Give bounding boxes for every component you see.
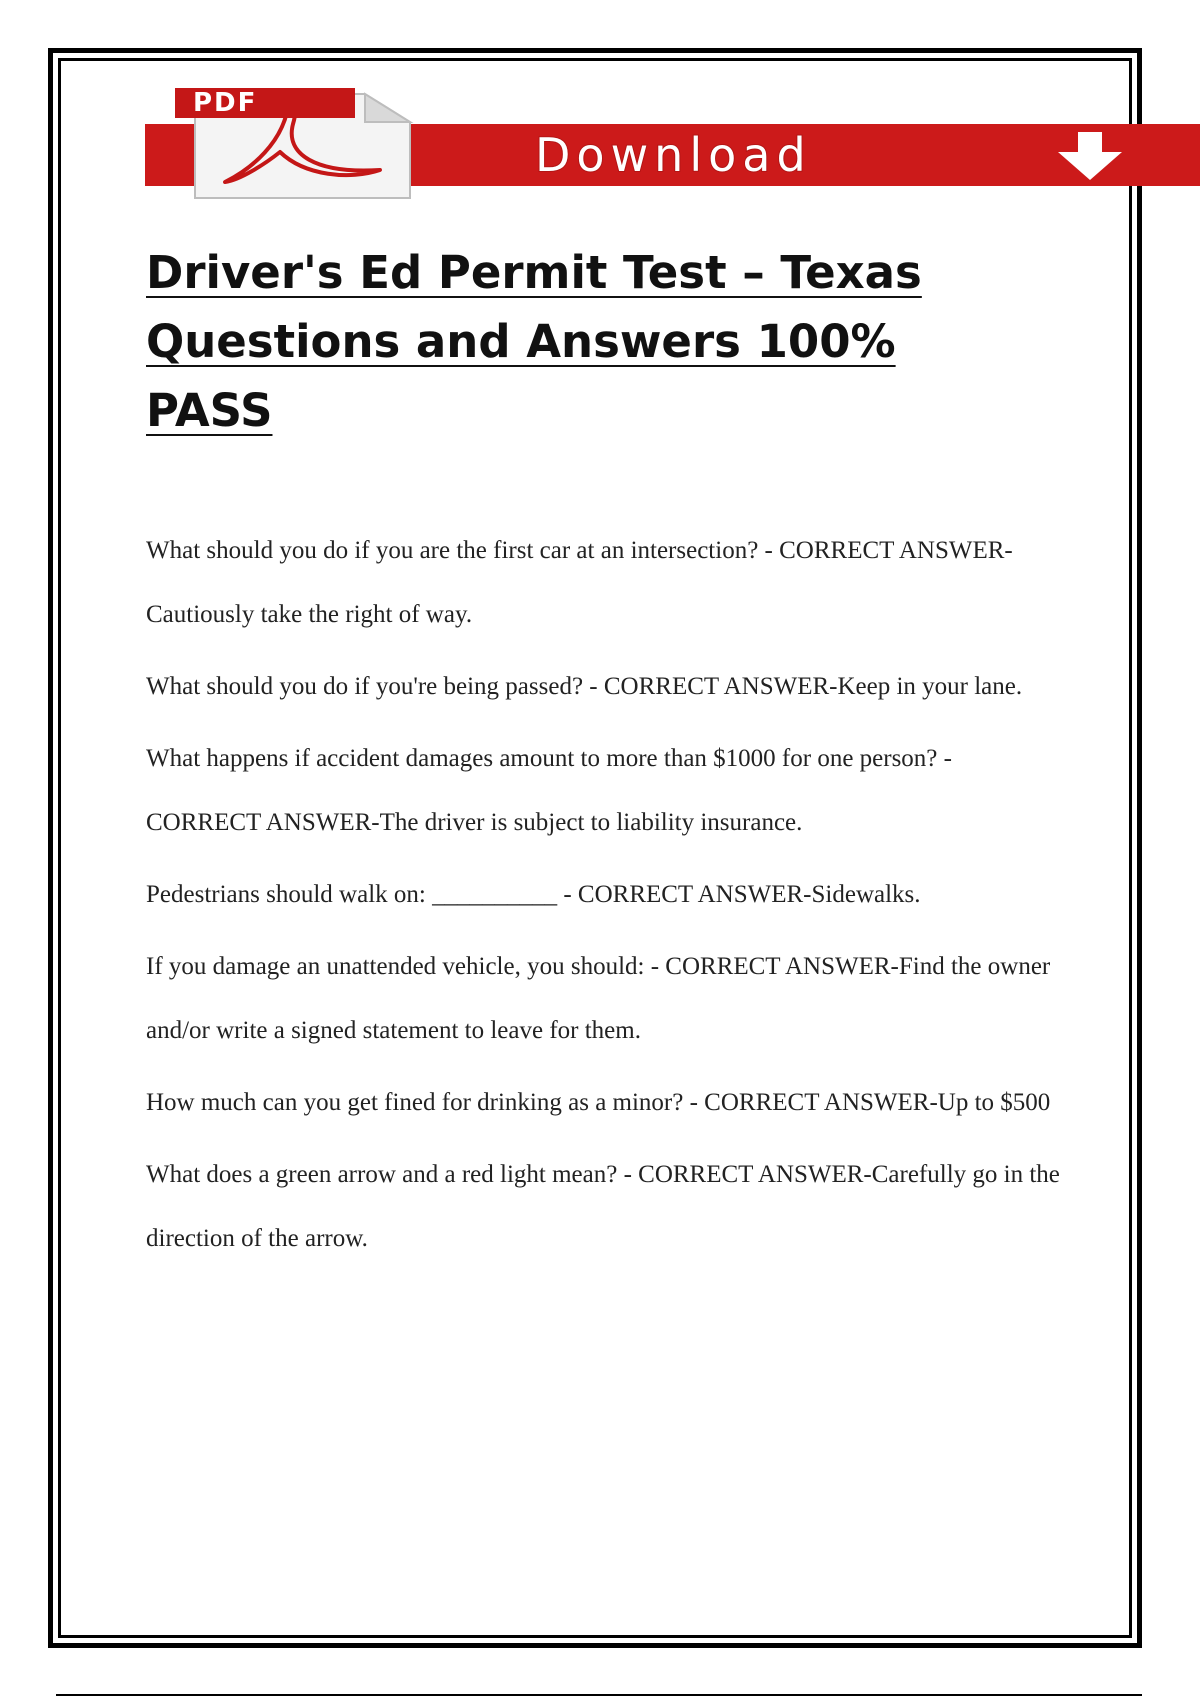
qa-item-1: What should you do if you are the first car at an intersection? - CORRECT ANSWER-Cautiously take the right of way.	[146, 537, 1013, 628]
pdf-download-banner[interactable]	[145, 78, 1200, 200]
title-line-2: Questions and Answers 100%	[146, 315, 896, 368]
qa-item-6: How much can you get fined for drinking as a minor? - CORRECT ANSWER-Up to $500	[146, 1089, 1051, 1116]
document-title	[146, 238, 1046, 445]
download-label[interactable]: Download	[535, 128, 812, 182]
title-line-3: PASS	[146, 384, 273, 437]
qa-item-3: What happens if accident damages amount to more than $1000 for one person? - CORRECT ANSWER-The driver is subject to liability insurance.	[146, 745, 952, 836]
title-line-1: Driver's Ed Permit Test – Texas	[146, 246, 922, 299]
qa-item-7: What does a green arrow and a red light mean? - CORRECT ANSWER-Carefully go in the direction of the arrow.	[146, 1161, 1060, 1252]
qa-item-4: Pedestrians should walk on: __________ - CORRECT ANSWER-Sidewalks.	[146, 881, 921, 908]
download-arrow-icon	[1050, 128, 1130, 182]
qa-list	[146, 519, 1066, 1279]
pdf-label: PDF	[175, 88, 355, 118]
bottom-divider	[56, 1694, 1142, 1696]
pdf-document-icon	[175, 82, 415, 200]
qa-item-5: If you damage an unattended vehicle, you should: - CORRECT ANSWER-Find the owner and/or write a signed statement to leave for them.	[146, 953, 1051, 1044]
qa-item-2: What should you do if you're being passed? - CORRECT ANSWER-Keep in your lane.	[146, 673, 1023, 700]
